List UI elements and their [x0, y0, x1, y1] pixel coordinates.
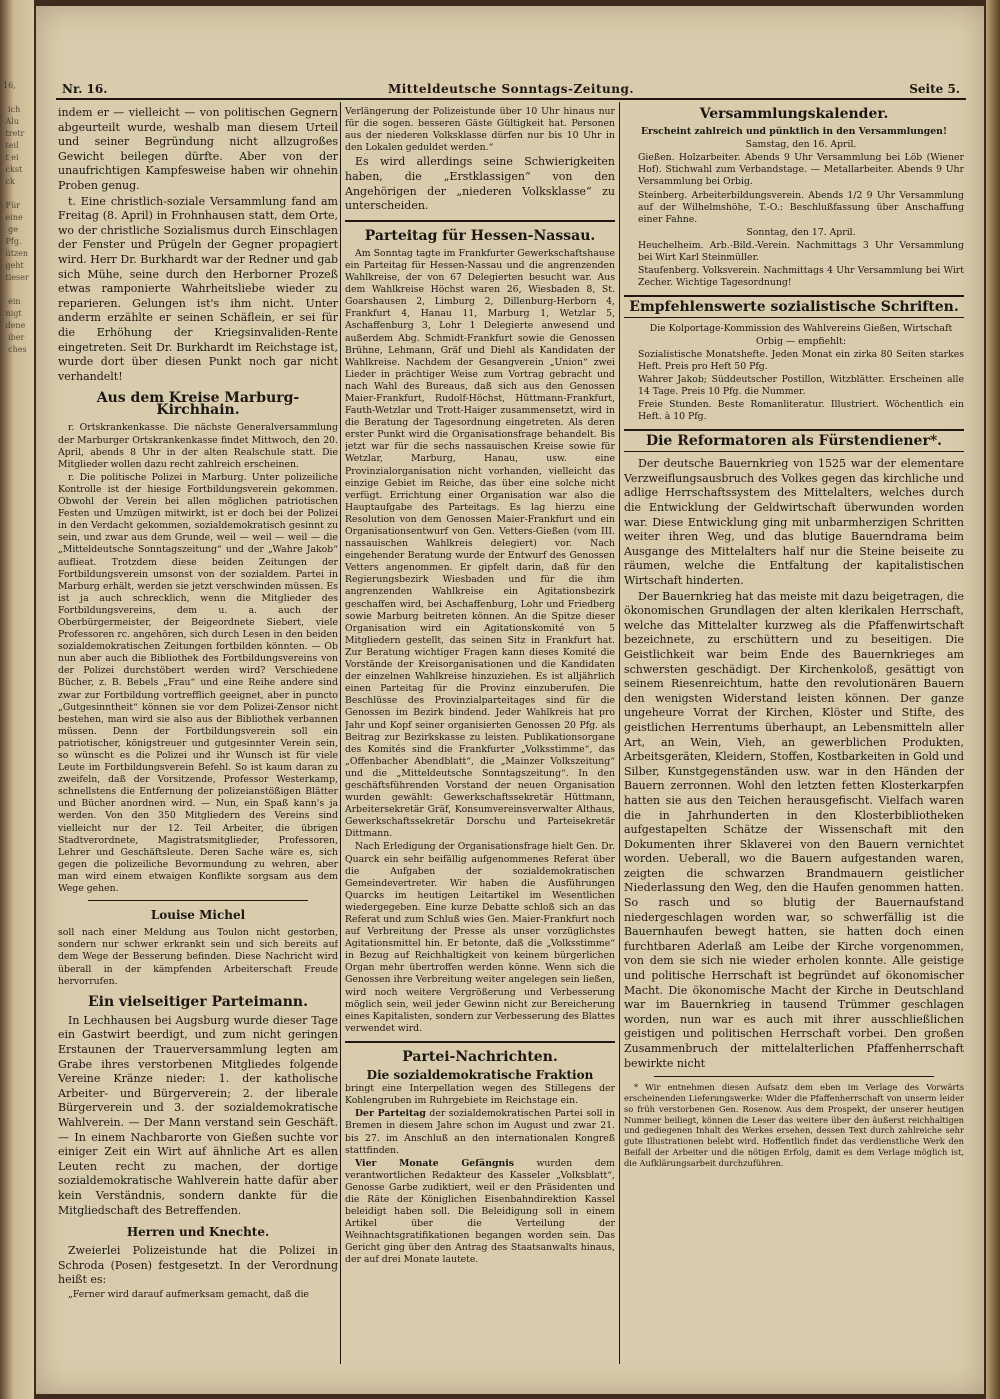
binding-edge: [986, 0, 1000, 1399]
running-header: [56, 80, 966, 100]
schriften-item: Freie Stunden. Beste Romanliteratur. Illustriert. Wöchentlich ein Heft. à 10 Pfg.: [638, 398, 964, 423]
newspaper-page: [36, 6, 984, 1394]
intro-paragraph-1: indem er — vielleicht — von politischen Gegnern abgeurteilt wurde, weshalb man diesem Urteil und seiner Begründung nicht allzugroßes Gewicht beilegen dürfte. Aber von der unaufrichtigen Kampfesweise haben wir ohnehin Proben genug.: [58, 106, 338, 192]
intro-paragraph-2: t. Eine christlich-soziale Versammlung fand am Freitag (8. April) in Frohnhausen statt, dem Orte, wo der christliche Sozialismus durch Einschlagen der Fenster und Prügeln der Gegner propagiert wird. Herr Dr. Burkhardt war der Redner und gab sich Mühe, seine durch den Herborner Prozeß etwas ramponierte Wahrheitsliebe wieder zu reparieren. Gelungen ist's ihm nicht. Unter anderm erzählte er seinen Schäflein, er sei für die Erhöhung der Kriegsinvaliden-Rente eingetreten. Seit Dr. Burkhardt im Reichstage ist, wurde dort über diesen Punkt noch gar nicht verhandelt!: [58, 194, 338, 383]
parteitag-heading: Parteitag für Hessen-Nassau.: [364, 227, 596, 244]
divider: [345, 1041, 615, 1043]
kalender-entry: Gießen. Holzarbeiter. Abends 9 Uhr Versammlung bei Löb (Wiener Hof). Stichwahl zum Verbandstage. — Metallarbeiter. Abends 9 Uhr Versammlung bei Orbig.: [638, 152, 964, 188]
michel-heading: Louise Michel: [150, 908, 246, 923]
col2-top-paragraph-1: Verlängerung der Polizeistunde über 10 Uhr hinaus nur für die sogen. besseren Gäste Gültigkeit hat. Personen aus der niederen Volksklasse dürfen nur bis 10 Uhr in den Lokalen geduldet werden.“: [345, 106, 615, 154]
michel-text: soll nach einer Meldung aus Toulon nicht gestorben, sondern nur schwer erkrankt sein und sich bereits auf dem Wege der Besserung befinden. Diese Nachricht wird überall in der kämpfenden Arbeiterschaft Freude hervorrufen.: [58, 927, 338, 987]
fraktion-heading: Die sozialdemokratische Fraktion: [366, 1068, 594, 1083]
col2-top-paragraph-2: Es wird allerdings seine Schwierigkeiten haben, die „Erstklassigen“ von den Angehörigen der „niederen Volksklasse“ zu unterscheiden.: [345, 155, 615, 213]
marburg-heading: Aus dem Kreise Marburg-Kirchhain.: [96, 390, 300, 419]
parteimann-text: In Lechhausen bei Augsburg wurde dieser Tage ein Gastwirt beerdigt, und zum nicht geringen Erstaunen der Trauerversammlung legten am Grabe ihres verstorbenen Mitgliedes folgende Vereine Kränze nieder: 1. der katholische Arbeiter- und Bürgerverein; 2. der liberale Bürgerverein und 3. der sozialdemokratische Wahlverein. — Der Mann verstand sein Geschäft. — In einem Nachbarorte von Gießen suchte vor einiger Zeit ein Wirt auf ähnliche Art es allen Leuten recht zu machen, der dortige sozialdemokratische Wahlverein hatte dafür aber kein Verständnis, sondern dankte für die Mitgliedschaft des Betreffenden.: [58, 1013, 338, 1217]
parteitag-paragraph-2: Nach Erledigung der Organisationsfrage hielt Gen. Dr. Quarck ein sehr beifällig aufgenommenes Referat über die Aufgaben der sozialdemokratischen Gemeindevertreter. Wir haben die Ausführungen Quarcks im heutigen Leitartikel im Wesentlichen wiedergegeben. Eine kurze Debatte schloß sich an das Referat und zum Schluß wies Gen. Maier-Frankfurt noch auf Verbreitung der Presse als unser vorzüglichstes Agitationsmittel hin. Er betonte, daß die „Volksstimme“ in Bezug auf Reichhaltigkeit von keinem bürgerlichen Organ mehr übertroffen werden könne. Wenn sich die Genossen ihre Verbreitung weiter angelegen sein ließen, wird noch weitere Vergrößerung und Verbesserung möglich sein, weil jeder Gewinn nicht zur Bereicherung eines Kapitalisten, sondern zur Verbesserung des Blattes verwendet wird.: [345, 841, 615, 1034]
parteitag-paragraph-1: Am Sonntag tagte im Frankfurter Gewerkschaftshause ein Parteitag für Hessen-Nassau und die angrenzenden Wahlkreise, der von 67 Delegierten besucht war. Aus dem Wahlkreise Höchst waren 26, Wiesbaden 8, St. Goarshausen 2, Limburg 2, Dillenburg-Herborn 4, Frankfurt 4, Hanau 11, Marburg 1, Wetzlar 5, Aschaffenburg 3, Lohr 1 Delegierte anwesend und außerdem Abg. Schmidt-Frankfurt sowie die Genossen Brühne, Lehmann, Gräf und Diehl als Kandidaten der Wahlkreise. Nachdem der Gesangverein „Union“ zwei Lieder in prächtiger Weise zum Vortrag gebracht und nach Wahl des Bureaus, daß sich aus den Genossen Maier-Frankfurt, Rudolf-Höchst, Hüttmann-Frankfurt, Fauth-Wetzlar und Trott-Haiger zusammensetzt, wird in die Beratung der Tagesordnung eingetreten. Als deren erster Punkt wird die Organisationsfrage behandelt. Bis jetzt war für die sechs nassauischen Kreise sowie für Wetzlar, Marburg, Hanau, usw. eine Provinzialorganisation nicht vorhanden, vielleicht das einzige Gebiet im Reiche, das über eine solche nicht verfügt. Errichtung einer Organisation war also die Hauptaufgabe des Parteitags. Es lag hierzu eine Resolution von dem Genossen Maier-Frankfurt und ein Organisationsentwurf von Gen. Vetters-Gießen (vom III. nassauischen Wahlkreis delegiert) vor. Nach eingehender Beratung wurde der Entwurf des Genossen Vetters angenommen. Er gipfelt darin, daß für den Regierungsbezirk Wiesbaden und für die ihm angrenzenden Wahlkreise ein Agitationsbezirk geschaffen wird, bei Aschaffenburg, Lohr und Friedberg sowie Marburg beitreten können. An die Spitze dieser Organisation wird ein Agitationskomité von 5 Mitgliedern gestellt, das seinen Sitz in Frankfurt hat. Zur Beratung wichtiger Fragen kann dieses Komité die Vorstände der Kreisorganisationen und die Kandidaten der einzelnen Wahlkreise hinzuziehen. Es ist alljährlich einen Parteitag für die Provinz einzuberufen. Die Beschlüsse des Provinzialparteitages sind für die Genossen im Bezirk bindend. Jeder Wahlkreis hat pro Jahr und Kopf seiner organisierten Genossen 20 Pfg. als Beitrag zur Bezirkskasse zu leisten. Publikationsorgane des Komités sind die Frankfurter „Volksstimme“, das „Offenbacher Abendblatt“, die „Mainzer Volkszeitung“ und die „Mitteldeutsche Sonntagszeitung“. In den geschäftsführenden Vorstand der neuen Organisation wurden gewählt: Gewerkschaftssekretär Hüttmann, Arbeitersekretär Gräf, Konsumvereinsverwalter Althaus, Gewerkschaftssekretär Dorschu und Parteisekretär Dittmann.: [345, 247, 615, 840]
reformatoren-heading: Die Reformatoren als Fürstendiener*.: [624, 429, 964, 452]
gefaengnis-text: wurden dem verantwortlichen Redakteur des Kasseler „Volksblatt“, Genosse Garbe zudiktiert, weil er den Präsidenten und die Räte der Königlichen Eisenbahndirektion Kassel beleidigt haben soll. Die Beleidigung soll in einem Artikel über die Verteilung der Weihnachtsgratifikationen begangen worden sein. Das Gericht ging über den Antrag des Staatsanwalts hinaus, der auf drei Monate lautete.: [345, 1157, 615, 1266]
column-2: [345, 106, 615, 1370]
herren-text: Zweierlei Polizeistunde hat die Polizei in Schroda (Posen) festgesetzt. In der Verordnung heißt es:: [58, 1244, 338, 1287]
marburg-paragraph-2: r. Die politische Polizei in Marburg. Unter polizeiliche Kontrolle ist der hiesige Fortbildungsverein gekommen. Obwohl der Verein bei allen möglichen patriotischen Festen und Umzügen mitwirkt, ist er doch bei der Polizei in den Verdacht gekommen, sozialdemokratisch gesinnt zu sein, und zwar aus dem Grunde, weil — weil — weil — die „Mitteldeutsche Sonntagszeitung“ und der „Wahre Jakob“ auflieat. Trotzdem diese beiden Zeitungen der Fortbildungsverein umsonst von der sozialdem. Partei in Marburg erhält, werden sie jetzt verschwinden müssen. Es ist ja auch schrecklich, wenn die Mitglieder des Fortbildungsvereins, dem u. a. auch der Oberbürgermeister, der Beigeordnete Siebert, viele Professoren rc. angehören, sich durch Lesen in den beiden sozialdemokratischen Zeitungen fortbilden könnten. — Ob nun aber auch die Bibliothek des Fortbildungsvereins von der Polizei durchstöbert werden wird? Verschiedene Bücher, z. B. Bebels „Frau“ und eine Reihe andere sind zwar zur Fortbildung vortrefflich geeignet, aber in puncto „Gutgesinntheit“ können sie vor dem Polizei-Zensor nicht bestehen, man wird sie also aus der Bibliothek verbannen müssen. Denn der Fortbildungsverein soll ein patriotischer, königstreuer und gutgesinnter Verein sein, so wünscht es die Polizei und ihr Wunsch ist für viele Leute im Fortbildungsverein Befehl. So ist kaum daran zu zweifeln, daß der Vorsitzende, Professor Westerkamp, schnellstens die Entfernung der polizeianstößigen Blätter und Bücher anordnen wird. — Nun, ein Spaß kann's ja werden. Von den 350 Mitgliedern des Vereins sind vielleicht nur der 12. Teil Arbeiter, die übrigen Stadtverordnete, Magistratsmitglieder, Professoren, Lehrer und Geschäftsleute. Deren Sache wäre es, sich gegen die polizeiliche Bevormundung zu wehren, aber man wird einem etwaigen Konflikte sorgsam aus dem Wege gehen.: [58, 471, 338, 895]
paper-title: Mitteldeutsche Sonntags-Zeitung.: [387, 82, 635, 96]
kalender-entry: Steinberg. Arbeiterbildungsverein. Abends 1/2 9 Uhr Versammlung auf der Wilhelmshöhe, T.-O.: Beschlußfassung über Anschaffung einer Fahne.: [638, 189, 964, 225]
column-1: [58, 106, 338, 1370]
kalender-date-1: Samstag, den 16. April.: [745, 139, 857, 151]
divider: [88, 900, 308, 901]
kalender-heading: Versammlungskalender.: [699, 106, 889, 122]
footnote: * Wir entnehmen diesen Aufsatz dem eben im Verlage des Vorwärts erscheinenden Lieferungswerke: Wider die Pfaffenherrschaft von unserm leider so früh verstorbenen Gen. Rosenow. Aus dem Prospekt, der unserer heutigen Nummer beiliegt, können die Leser das weitere über den äußerst reichhaltigen und gediegenen Inhalt des Werkes ersehen, dessen Text durch zahlreiche sehr gute Illustrationen belebt wird. Hoffentlich findet das verdienstliche Werk den Beifall der Arbeiter und die nötigen Erfolg, damit es dem Verlage möglich ist, die Aufklärungsarbeit durchzuführen.: [624, 1082, 964, 1168]
schriften-intro: Die Kolportage-Kommission des Wahlvereins Gießen, Wirtschaft Orbig — empfiehlt:: [649, 323, 953, 347]
kalender-entry: Heuchelheim. Arb.-Bild.-Verein. Nachmittags 3 Uhr Versammlung bei Wirt Karl Steinmüller.: [638, 239, 964, 264]
kalender-call: Erscheint zahlreich und pünktlich in den Versammlungen!: [640, 126, 948, 138]
schriften-item: Sozialistische Monatshefte. Jeden Monat ein zirka 80 Seiten starkes Heft. Preis pro Heft 50 Pfg.: [638, 348, 964, 372]
column-3: [624, 106, 964, 1370]
gefaengnis-head: Vier Monate Gefängnis: [355, 1157, 514, 1169]
parteitag-note-head: Der Parteitag: [355, 1108, 426, 1120]
reformatoren-paragraph-1: Der deutsche Bauernkrieg von 1525 war der elementare Verzweiflungsausbruch des Volkes gegen das kirchliche und adlige Herrschaftssystem des Mittelalters, welches durch die Entwicklung der Geldwirtschaft überwunden worden war. Diese Entwicklung ging mit unbarmherzigen Schritten weiter ihren Weg, und das blutige Bauerndrama beim Ausgange des Mittelalters half nur die Steine beiseite zu räumen, welche die Entfaltung der kapitalistischen Wirtschaft hinderten.: [624, 457, 964, 587]
herren-heading: Herren und Knechte.: [126, 1225, 270, 1240]
page-number: Seite 5.: [909, 82, 960, 96]
reformatoren-paragraph-2: Der Bauernkrieg hat das meiste mit dazu beigetragen, die ökonomischen Grundlagen der alten klerikalen Herrschaft, welche das Mittelalter kurzweg als die Pfaffenwirtschaft bezeichnete, zu erschüttern und zu beseitigen. Die Geistlichkeit war beim Ende des Bauernkrieges am schwersten geschädigt. Der Kirchenkoloß, gesättigt von seinem Riesenreichtum, hatte den revolutionären Bauern den wenigsten Widerstand leisten können. Der ganze ungeheure Vorrat der Kirchen, Klöster und Stifte, des geistlichen Herrentums überhaupt, an Lebensmitteln aller Art, an Wein, Vieh, an gewerblichen Produkten, Arbeitsgeräten, Kleidern, Stoffen, Kostbarkeiten in Gold und Silber, Kunstgegenständen usw. war in den Händen der Bauern zerronnen. Wohl den letzten fetten Klosterkarpfen hatten sie aus den Teichen herausgefischt. Vielfach waren die in Jahrhunderten in den Klosterbibliotheken aufgestapelten Schätze der Wissenschaft mit den Dokumenten ihrer Sklaverei von den Bauern vernichtet worden. Ueberall, wo die Bauern aufgestanden waren, zeigten die schwarzen Brandmauern geistlicher Niederlassung den Weg, den die Haufen genommen hatten. So rasch und so blutig der Bauernaufstand niedergeschlagen worden war, so schwerfällig ist die Bauernhaufen bewegt hatten, sie hatten doch einen furchtbaren Aderlaß am Leibe der Kirche vorgenommen, von dem sie sich nie wieder erholen konnte. Alle geistige und politische Herrschaft ist begründet auf ökonomischer Macht. Die ökonomische Macht der Kirche in Deutschland war im Bauernkrieg in tausend Trümmer geschlagen worden, nun war es auch mit ihrer ausschließlichen geistigen und politischen Herrschaft vorbei. Den großen Zusammenbruch der mittelalterlichen Pfaffenherrschaft bewirkte nicht: [624, 589, 964, 1070]
nachrichten-heading: Partei-Nachrichten.: [402, 1048, 558, 1065]
parteimann-heading: Ein vielseitiger Parteimann.: [88, 993, 308, 1010]
parteitag-note-text: der sozialdemokratischen Partei soll in Bremen in diesem Jahre schon im August und zwar 21. bis 27. im Anschluß an den internationalen Kongreß stattfinden.: [345, 1108, 615, 1156]
divider: [345, 220, 615, 222]
marburg-paragraph-1: r. Ortskrankenkasse. Die nächste Generalversammlung der Marburger Ortskrankenkasse findet Mittwoch, den 20. April, abends 8 Uhr in der alten Realschule statt. Die Mitglieder wollen dazu recht zahlreich erscheinen.: [58, 422, 338, 470]
adjacent-page-edge: [0, 0, 34, 1399]
footnote-rule: [654, 1076, 934, 1077]
column-rule-2: [619, 102, 620, 1364]
schriften-item: Wahrer Jakob; Süddeutscher Postillon, Witzblätter. Erscheinen alle 14 Tage. Preis 10 Pfg. die Nummer.: [638, 373, 964, 397]
adjacent-page-fragment: 16, ich Alu tretr teil t ei ckst ck Für eine ge Pfg. ützen geht tieser ein nigt dene iber ches: [3, 81, 29, 354]
kalender-date-2: Sonntag, den 17. April.: [746, 226, 856, 238]
herren-quote: „Ferner wird darauf aufmerksam gemacht, daß die: [68, 1288, 309, 1300]
issue-number: Nr. 16.: [62, 82, 108, 96]
kalender-entry: Staufenberg. Volksverein. Nachmittags 4 Uhr Versammlung bei Wirt Zecher. Wichtige Tagesordnung!: [638, 265, 964, 289]
schriften-heading: Empfehlenswerte sozialistische Schriften.: [624, 295, 964, 318]
column-rule-1: [340, 102, 341, 1364]
fraktion-text: bringt eine Interpellation wegen des Stillegens der Kohlengruben im Ruhrgebiete im Reichstage ein.: [345, 1083, 615, 1107]
